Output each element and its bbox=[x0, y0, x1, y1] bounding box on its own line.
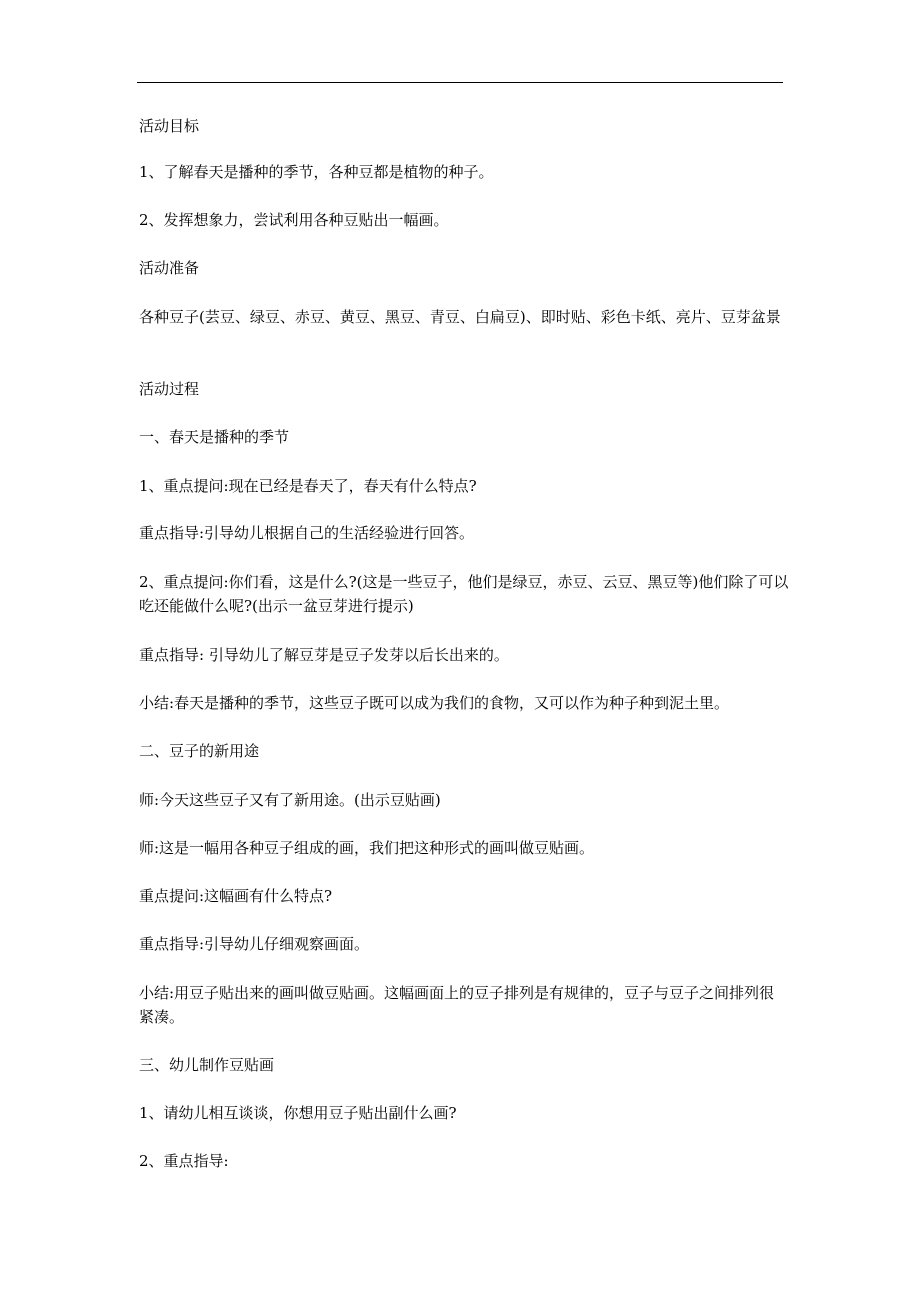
summary-1: 小结:春天是播种的季节，这些豆子既可以成为我们的食物，又可以作为种子种到泥土里。 bbox=[139, 694, 730, 712]
step-1: 1、请幼儿相互谈谈，你想用豆子贴出副什么画? bbox=[139, 1104, 457, 1122]
key-guidance-2: 重点指导: 引导幼儿了解豆芽是豆子发芽以后长出来的。 bbox=[139, 646, 509, 664]
key-question-2: 2、重点提问:你们看，这是什么?(这是一些豆子，他们是绿豆，赤豆、云豆、黑豆等)他们除了可以吃还能做什么呢?(出示一盆豆芽进行提示) bbox=[139, 573, 789, 615]
preparation-materials: 各种豆子(芸豆、绿豆、赤豆、黄豆、黑豆、青豆、白扁豆)、即时贴、彩色卡纸、亮片、豆芽盆景 bbox=[139, 308, 781, 326]
key-guidance-1: 重点指导:引导幼儿根据自己的生活经验进行回答。 bbox=[139, 524, 475, 542]
key-question-1: 1、重点提问:现在已经是春天了，春天有什么特点? bbox=[139, 477, 477, 495]
goal-item-2: 2、发挥想象力，尝试利用各种豆贴出一幅画。 bbox=[139, 211, 449, 229]
teacher-line-2: 师:这是一幅用各种豆子组成的画，我们把这种形式的画叫做豆贴画。 bbox=[139, 839, 595, 857]
goal-item-1: 1、了解春天是播种的季节，各种豆都是植物的种子。 bbox=[139, 163, 494, 181]
header-rule bbox=[137, 82, 783, 83]
key-guidance-3: 重点指导:引导幼儿仔细观察画面。 bbox=[139, 935, 370, 953]
section-2-title: 二、豆子的新用途 bbox=[139, 742, 260, 760]
section-1-title: 一、春天是播种的季节 bbox=[139, 428, 290, 446]
heading-activity-process: 活动过程 bbox=[139, 380, 200, 398]
key-question-3: 重点提问:这幅画有什么特点? bbox=[139, 887, 333, 905]
teacher-line-1: 师:今天这些豆子又有了新用途。(出示豆贴画) bbox=[139, 791, 441, 809]
section-3-title: 三、幼儿制作豆贴画 bbox=[139, 1056, 275, 1074]
step-2: 2、重点指导: bbox=[139, 1152, 229, 1170]
heading-activity-preparation: 活动准备 bbox=[139, 259, 200, 277]
summary-2: 小结:用豆子贴出来的画叫做豆贴画。这幅画面上的豆子排列是有规律的，豆子与豆子之间排列很紧凑。 bbox=[139, 984, 775, 1026]
heading-activity-goals: 活动目标 bbox=[139, 117, 200, 135]
